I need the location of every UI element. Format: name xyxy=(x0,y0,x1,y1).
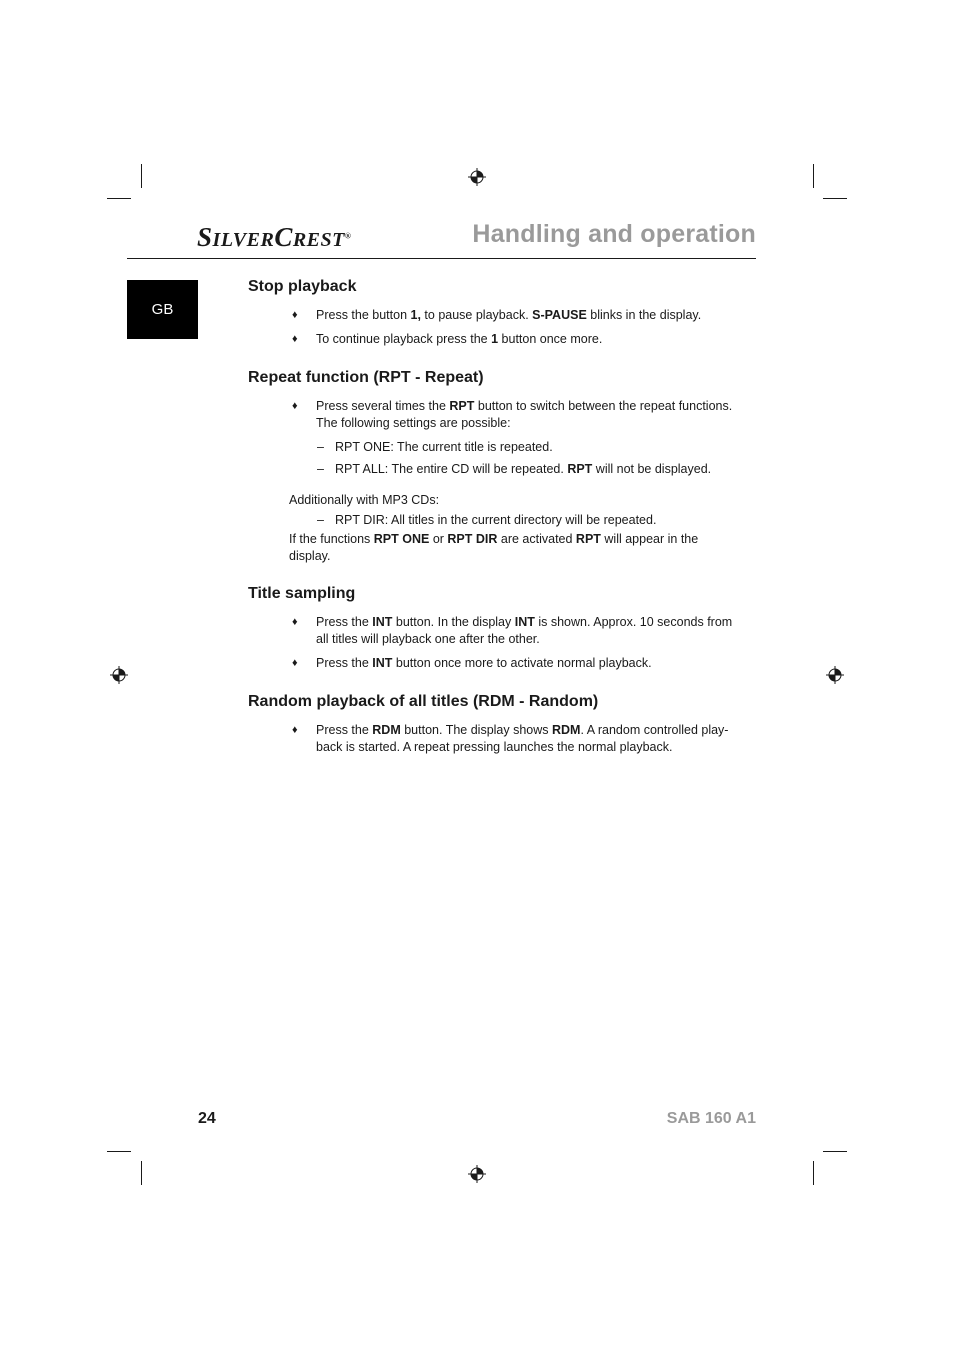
dash-glyph: – xyxy=(317,440,324,454)
section-heading-stop-playback: Stop playback xyxy=(248,278,357,295)
sub-list-item xyxy=(248,439,738,456)
key-label: RDM xyxy=(552,723,581,737)
text: Press several times the xyxy=(316,399,450,413)
key-label: RDM xyxy=(372,723,401,737)
list-item xyxy=(248,307,738,324)
paragraph xyxy=(248,531,738,565)
bullet-diamond-icon: ♦ xyxy=(292,400,298,412)
text: button to switch between the repeat functions. The following settings are possible: xyxy=(316,399,733,430)
sub-list-item xyxy=(248,512,738,529)
key-label: RPT DIR xyxy=(447,532,498,546)
list-item xyxy=(248,331,738,348)
section-heading-title-sampling: Title sampling xyxy=(248,585,356,602)
text: Press the xyxy=(316,723,373,737)
dash-glyph: – xyxy=(317,513,324,527)
crop-mark xyxy=(107,198,131,199)
page-header xyxy=(127,218,756,259)
sub-list-item xyxy=(248,461,738,478)
bullet-diamond-icon: ♦ xyxy=(292,309,298,321)
key-label: RPT xyxy=(575,532,601,546)
key-label: INT xyxy=(372,656,393,670)
crop-mark xyxy=(107,1151,131,1152)
text: button. The display shows xyxy=(400,723,552,737)
crop-mark xyxy=(813,164,814,188)
key-label: RPT ONE xyxy=(373,532,430,546)
bullet-diamond-icon: ♦ xyxy=(292,657,298,669)
dash-glyph: – xyxy=(317,462,324,476)
text: are activated xyxy=(497,532,576,546)
text: To continue playback press the xyxy=(316,332,492,346)
section-heading-random-playback: Random playback of all titles (RDM - Random) xyxy=(248,693,599,710)
model-number: SAB 160 A1 xyxy=(666,1110,756,1127)
crop-mark xyxy=(823,1151,847,1152)
list-item xyxy=(248,398,738,432)
text: If the functions xyxy=(289,532,374,546)
text: button. In the display xyxy=(392,615,515,629)
registration-mark-icon xyxy=(110,666,128,684)
key-label: S-PAUSE xyxy=(532,308,587,322)
crop-mark xyxy=(823,198,847,199)
key-label: INT xyxy=(514,615,535,629)
text: button once more to activate normal playback. xyxy=(392,656,652,670)
text: RPT DIR: All titles in the current directory will be repeated. xyxy=(335,513,657,527)
logo-text: ILVER xyxy=(212,229,275,251)
logo-letter: S xyxy=(197,222,213,252)
registration-mark-icon xyxy=(468,168,486,186)
text: Press the xyxy=(316,656,373,670)
list-item xyxy=(248,722,738,756)
logo-letter: C xyxy=(274,222,293,252)
language-tab xyxy=(127,280,198,339)
paragraph: Additionally with MP3 CDs: xyxy=(289,493,440,507)
registered-mark: ® xyxy=(344,231,352,241)
bullet-diamond-icon: ♦ xyxy=(292,333,298,345)
brand-logo xyxy=(197,222,351,253)
bullet-diamond-icon: ♦ xyxy=(292,724,298,736)
text: RPT ALL: The entire CD will be repeated. xyxy=(335,462,568,476)
text: to pause playback. xyxy=(420,308,533,322)
text: or xyxy=(429,532,448,546)
key-label: RPT xyxy=(449,399,475,413)
page-number: 24 xyxy=(198,1110,216,1127)
text: button once more. xyxy=(498,332,603,346)
crop-mark xyxy=(141,1161,142,1185)
registration-mark-icon xyxy=(468,1165,486,1183)
text: Press the xyxy=(316,615,373,629)
section-heading-repeat-function: Repeat function (RPT - Repeat) xyxy=(248,369,484,386)
text: Press the button xyxy=(316,308,411,322)
page-title: Handling and operation xyxy=(472,220,756,248)
key-label: INT xyxy=(372,615,393,629)
text: . A random controlled play-back is started. A repeat pressing launches the normal playback. xyxy=(316,723,729,754)
list-item xyxy=(248,614,738,648)
bullet-diamond-icon: ♦ xyxy=(292,616,298,628)
text: is shown. Approx. 10 seconds from all titles will playback one after the other. xyxy=(316,615,733,646)
language-code: GB xyxy=(151,301,174,318)
logo-text: REST xyxy=(292,229,345,251)
main-content xyxy=(248,276,738,763)
text: will appear in the display. xyxy=(289,532,699,563)
key-label: 1 xyxy=(491,332,499,346)
crop-mark xyxy=(141,164,142,188)
text: will not be displayed. xyxy=(592,462,712,476)
text: RPT ONE: The current title is repeated. xyxy=(335,440,553,454)
text: blinks in the display. xyxy=(586,308,702,322)
key-label: RPT xyxy=(567,462,593,476)
crop-mark xyxy=(813,1161,814,1185)
list-item xyxy=(248,655,738,672)
registration-mark-icon xyxy=(826,666,844,684)
key-label: 1, xyxy=(410,308,421,322)
